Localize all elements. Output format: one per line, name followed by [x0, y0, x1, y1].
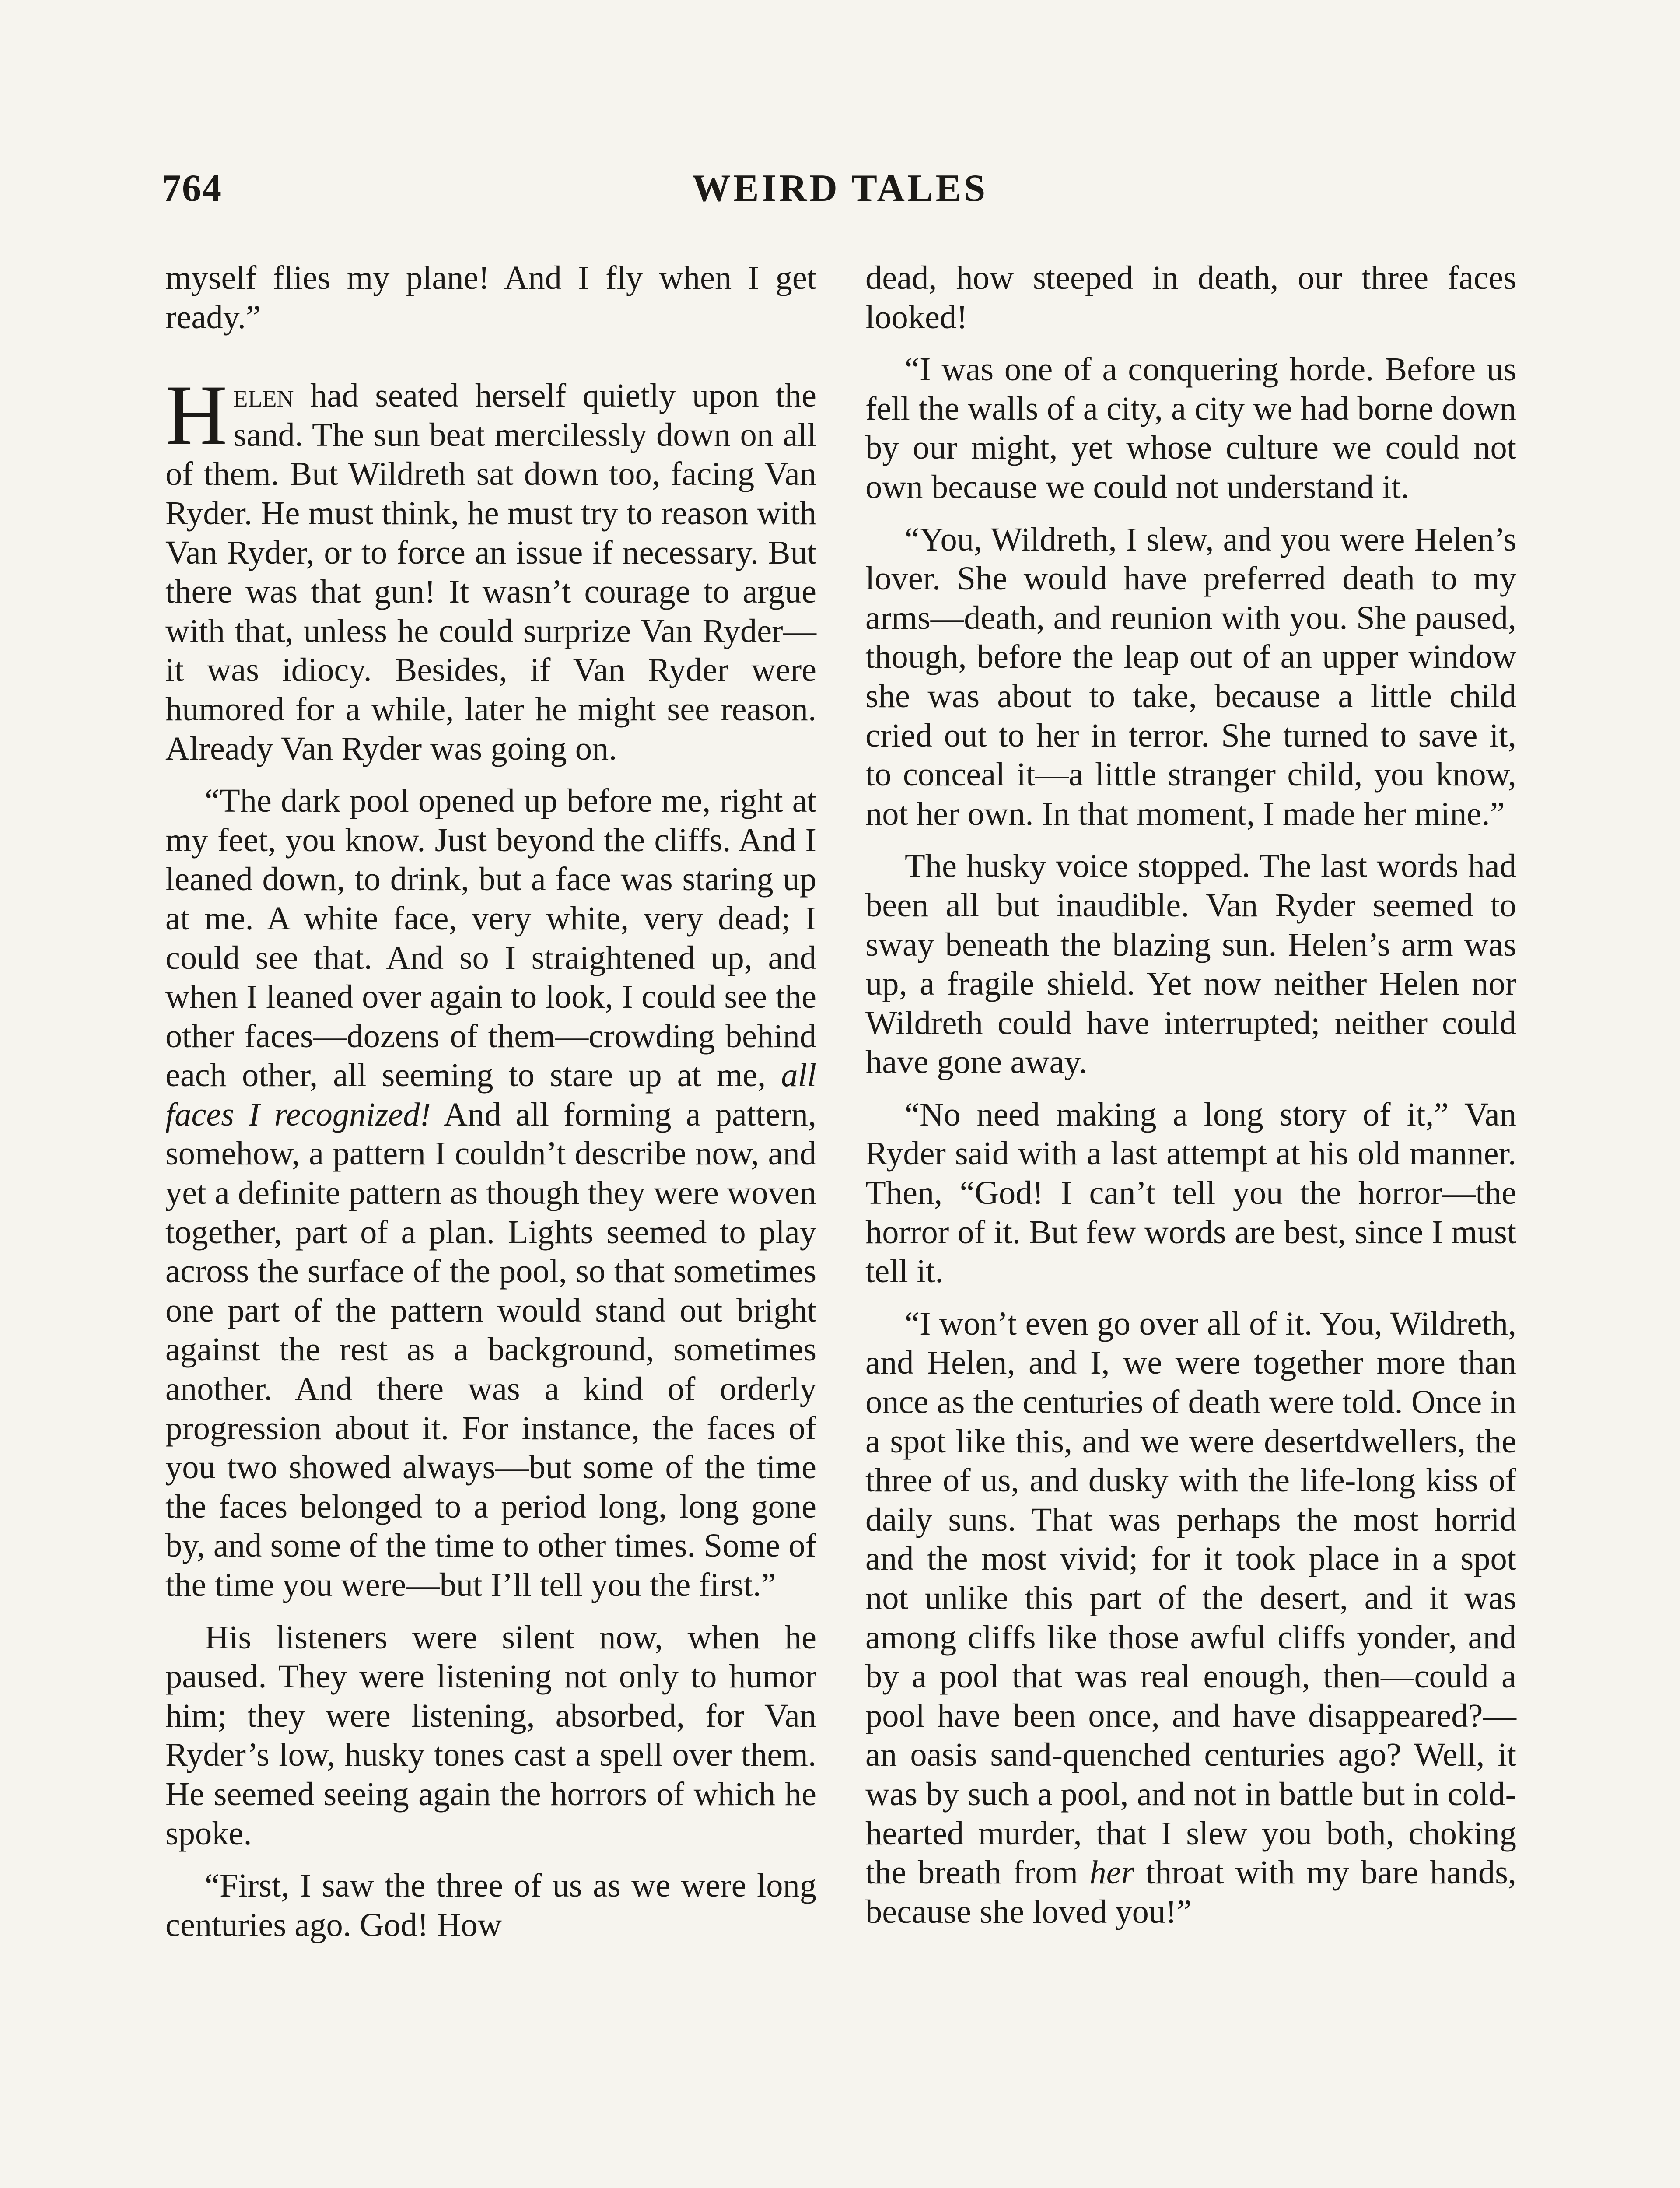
italic-word: her: [1089, 1854, 1134, 1891]
paragraph: “First, I saw the three of us as we were long centuries ago. God! How: [165, 1867, 816, 1943]
right-text-column: [865, 258, 1516, 1944]
paragraph-text: And all forming a pattern, somehow, a pattern I couldn’t describe now, and yet a definite pattern as though they were woven together, part of a plan. Lights seemed to play across the surface of the pool, so that sometimes one part of the pattern would stand out bright against the rest as a background, sometimes another. And there was a kind of orderly progression about it. For instance, the faces of you two showed always—but some of the time the faces belonged to a period long, long gone by, and some of the time to other times. Some of the time you were—but I’ll tell you the first.”: [165, 1095, 816, 1603]
paragraph-text: throat with my bare hands, because she loved you!”: [865, 1854, 1516, 1930]
left-text-column: [165, 258, 816, 1957]
paragraph-section-start: [165, 368, 816, 768]
paragraph: [865, 1304, 1516, 1932]
paragraph: dead, how steeped in death, our three faces looked!: [865, 259, 1516, 336]
italic-phrase: all faces I recognized!: [165, 1056, 816, 1133]
paragraph: myself flies my plane! And I fly when I get ready.”: [165, 259, 816, 336]
paragraph: [165, 781, 816, 1604]
paragraph-text: had seated herself quietly upon the sand. The sun beat mercilessly down on all of them. But Wildreth sat down too, facing Van Ryder. He must think, he must try to reason with Van Ryder, or to force an issue if necessary. But there was that gun! It wasn’t courage to argue with that, unless he could surprize Van Ryder—it was idiocy. Besides, if Van Ryder were humored for a while, later he might see reason. Already Van Ryder was going on.: [165, 377, 816, 767]
paragraph-text: “The dark pool opened up before me, right at my feet, you know. Just beyond the cliffs. And I leaned down, to drink, but a face was staring up at me. A white face, very white, very dead; I could see that. And so I straightened up, and when I leaned over again to look, I could see the other faces—dozens of them—crowding behind each other, all seeming to stare up at me,: [165, 782, 816, 1094]
paragraph: “No need making a long story of it,” Van Ryder said with a last attempt at his old manner. Then, “God! I can’t tell you the horror—the horror of it. But few words are best, since I must tell it.: [865, 1095, 1516, 1290]
paragraph: His listeners were silent now, when he paused. They were listening not only to humor him; they were listening, absorbed, for Van Ryder’s low, husky tones cast a spell over them. He seemed seeing again the horrors of which he spoke.: [165, 1618, 816, 1852]
drop-cap: H: [165, 368, 228, 463]
small-caps-lead: elen: [233, 377, 294, 414]
paragraph-text: “I won’t even go over all of it. You, Wildreth, and Helen, and I, we were together more than once as the centuries of death were told. Once in a spot like this, and we were desertdwellers, the three of us, and dusky with the life-long kiss of daily suns. That was perhaps the most horrid and the most vivid; for it took place in a spot not unlike this part of the desert, and it was among cliffs like those awful cliffs yonder, and by a pool that was real enough, then—could a pool have been once, and have disappeared?—an oasis sand-quenched centuries ago? Well, it was by such a pool, and not in battle but in cold-hearted murder, that I slew you both, choking the breath from: [865, 1304, 1516, 1891]
paragraph: The husky voice stopped. The last words had been all but inaudible. Van Ryder seemed to sway beneath the blazing sun. Helen’s arm was up, a fragile shield. Yet now neither Helen nor Wildreth could have interrupted; neither could have gone away.: [865, 847, 1516, 1081]
page-number: 764: [162, 167, 222, 210]
magazine-title: WEIRD TALES: [692, 167, 988, 210]
paragraph: “You, Wildreth, I slew, and you were Helen’s lover. She would have preferred death to my arms—death, and reunion with you. She paused, though, before the leap out of an upper window she was about to take, because a little child cried out to her in terror. She turned to save it, to conceal it—a little stranger child, you know, not her own. In that moment, I made her mine.”: [865, 520, 1516, 832]
paragraph: “I was one of a conquering horde. Before us fell the walls of a city, a city we had borne down by our might, yet whose culture we could not own because we could not understand it.: [865, 351, 1516, 505]
page-header: [162, 166, 1518, 219]
